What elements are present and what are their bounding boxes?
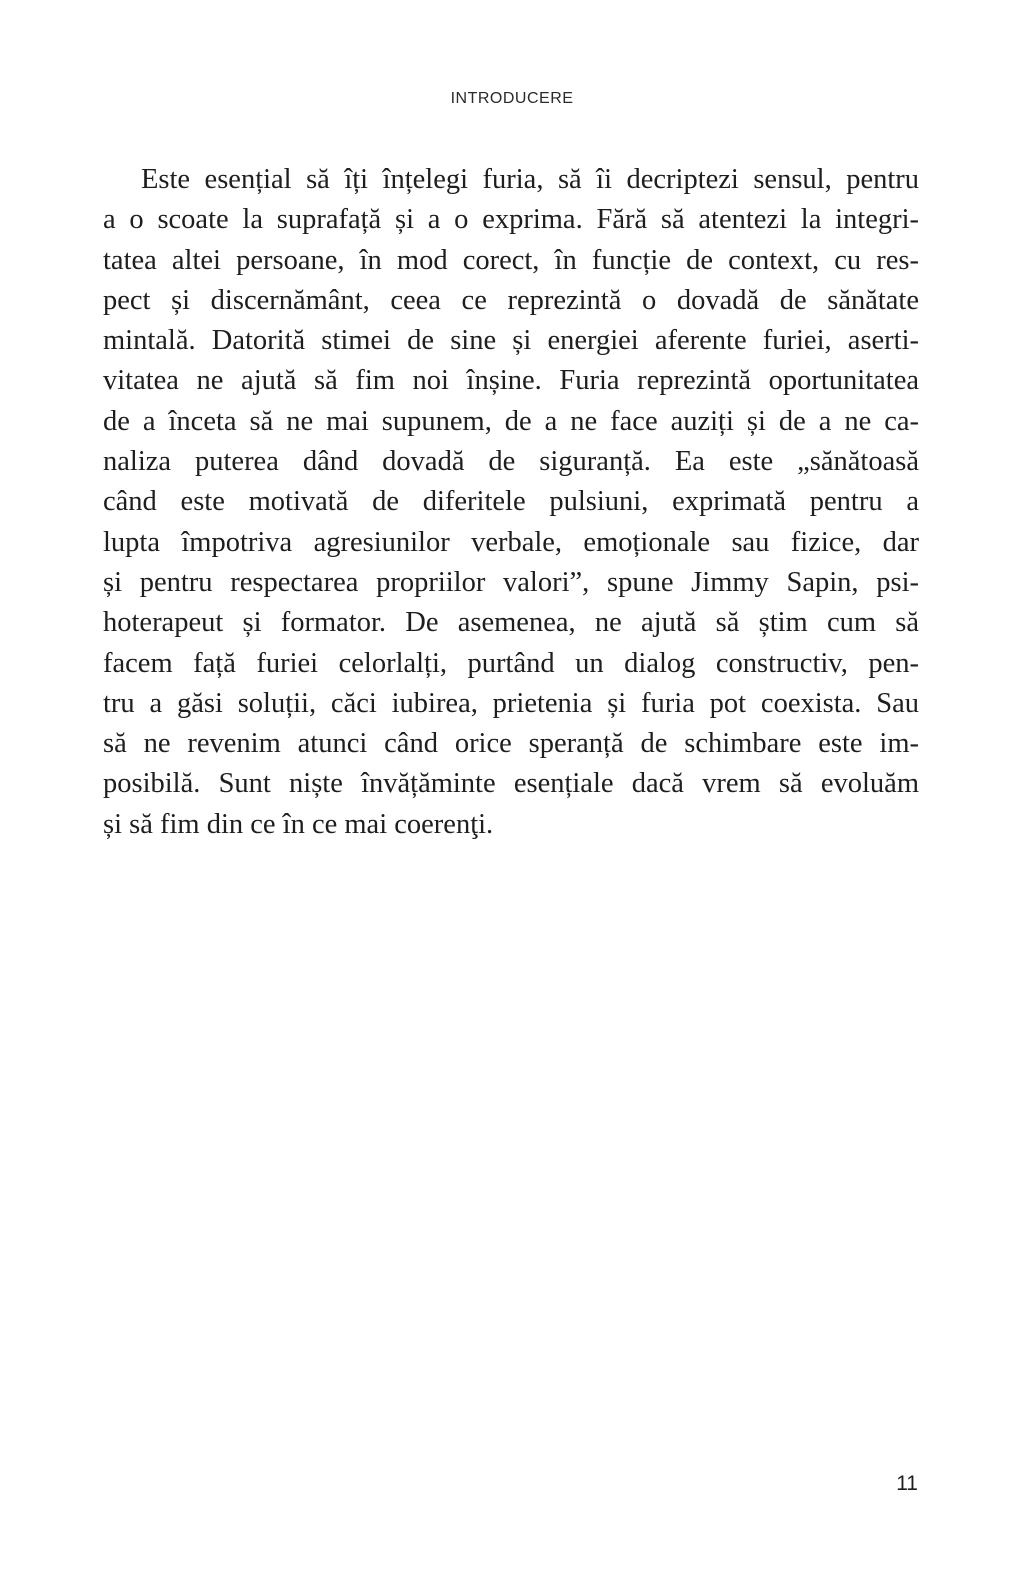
text-line: hoterapeut și formator. De asemenea, ne ajută să știm cum să xyxy=(103,607,919,639)
text-line: a o scoate la suprafață și a o exprima. Fără să atentezi la integri- xyxy=(103,204,919,236)
running-header: INTRODUCERE xyxy=(450,90,574,107)
text-line: când este motivată de diferitele pulsiuni, exprimată pentru a xyxy=(103,486,919,518)
text-line: posibilă. Sunt niște învățăminte esențiale dacă vrem să evoluăm xyxy=(103,768,919,800)
text-line: vitatea ne ajută să fim noi înșine. Furia reprezintă oportunitatea xyxy=(103,365,919,397)
text-line: tatea altei persoane, în mod corect, în funcție de context, cu res- xyxy=(103,244,919,276)
text-line: și pentru respectarea propriilor valori”, spune Jimmy Sapin, psi- xyxy=(103,566,919,598)
text-line: facem față furiei celorlalți, purtând un dialog constructiv, pen- xyxy=(103,647,919,679)
text-line: lupta împotriva agresiunilor verbale, emoționale sau fizice, dar xyxy=(103,526,919,558)
text-line: tru a găsi soluții, căci iubirea, prietenia și furia pot coexista. Sau xyxy=(103,687,919,719)
text-line: Este esențial să îți înțelegi furia, să îi decriptezi sensul, pentru xyxy=(141,164,919,195)
text-line: naliza puterea dând dovadă de siguranță. Ea este „sănătoasă xyxy=(103,446,919,478)
text-line: și să fim din ce în ce mai coerenţi. xyxy=(103,808,494,840)
text-line: mintală. Datorită stimei de sine și energiei aferente furiei, aserti- xyxy=(103,325,919,357)
body-paragraph xyxy=(103,160,919,845)
text-line: să ne revenim atunci când orice speranță de schimbare este im- xyxy=(103,728,919,760)
page-number: 11 xyxy=(896,1472,918,1495)
text-line: de a înceta să ne mai supunem, de a ne face auziți și de a ne ca- xyxy=(103,405,919,437)
text-line: pect și discernământ, ceea ce reprezintă o dovadă de sănătate xyxy=(103,284,919,316)
